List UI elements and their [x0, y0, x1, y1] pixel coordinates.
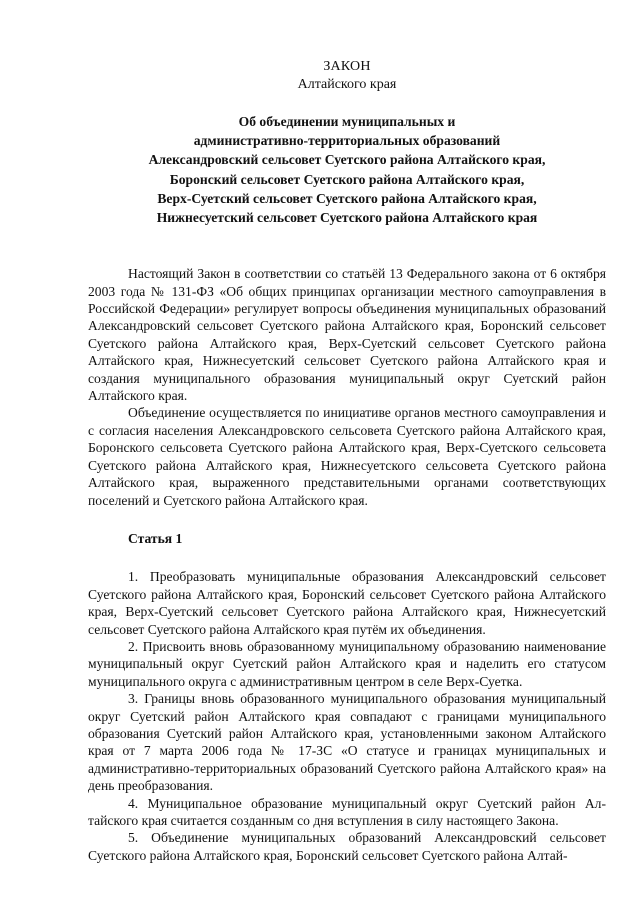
title-line: Об объединении муниципальных и — [238, 114, 456, 129]
law-region: Алтайского края — [297, 77, 397, 92]
article-heading: Статья 1 — [128, 530, 183, 546]
title-line: Александровский сельсовет Суетского района Алтайского края, — [148, 152, 546, 168]
title-line: Боронский сельсовет Суетского района Алтайского края, — [169, 171, 525, 187]
article-item: 3. Границы вновь образованного муниципального образования муниципальный округ Суетский район Алтайского края совпадают с границами муниципального образования Суетский район Алтайского края, установленными законом Алтайского края от 7 марта 2006 года № 17-ЗС «О статусе и границах муниципальных и административно-территориальных образований Суетского района Алтайского края» на день преобразования. — [88, 691, 606, 794]
preamble-paragraph: Настоящий Закон в соответствии со статьёй 13 Федерального закона от 6 октября 2003 года № 131-ФЗ «Об общих принципах организации местного саmоуправления в Российской Федерации» регулирует вопросы объединения муниципальных образований Александровский сельсовет Суетского района Алтайского края, Боронский сельсовет Суетского района Алтайского края, Верх-Суетский сельсовет Суетского района Алтайского края, Нижнесуетский сельсовет Суетского района Алтайского края и создания муниципального образования муниципальный округ Суетский район Алтайского края. — [88, 266, 606, 404]
law-title — [88, 112, 606, 227]
article-item: 1. Преобразовать муниципальные образования Александровский сельсовет Суетского района Алтайского края, Боронский сельсовет Суетского района Алтайского края, Верх-Суетский сельсовет Суетского района Алтайского края, Нижнесуетский сельсовет Суетского района Алтайского края путём их объединения. — [88, 569, 606, 637]
preamble-paragraph: Объединение осуществляется по инициативе органов местного самоуправления и с согласия населения Александровского сельсовета Суетского района Алтайского края, Боронского сельсовета Суетского района Алтайского края, Верх-Суетского сельсовета Суетского района Алтайского края, Нижнесуетского сельсовета Суетского района Алтайского края, выраженного представительными органами соответствующих поселений и Суетского района Алтайского края. — [88, 405, 606, 508]
title-line: Нижнесуетский сельсовет Суетского района Алтайского края — [156, 210, 538, 226]
law-body — [88, 265, 606, 864]
law-heading: ЗАКОН — [323, 59, 371, 74]
title-line: Верх-Суетский сельсовет Суетского района Алтайского края, — [157, 190, 537, 206]
article-item: 2. Присвоить вновь образованному муниципальному образованию наименование муниципальный округ Суетский район Алтайского края и наделить его статусом муниципального округа с административным центром в селе Верх-Суетка. — [88, 638, 606, 689]
title-line: административно-территориальных образований — [193, 133, 501, 149]
law-document — [88, 48, 606, 864]
article-item: 5. Объединение муниципальных образований Александровский сельсовет Суетского района Алтайского края, Боронский сельсовет Суетского района Алтай- — [88, 830, 606, 863]
article-item: 4. Муниципальное образование муниципальный округ Суетский район Алтайского края считается созданным со дня вступления в силу настоящего Закона. — [88, 795, 606, 828]
